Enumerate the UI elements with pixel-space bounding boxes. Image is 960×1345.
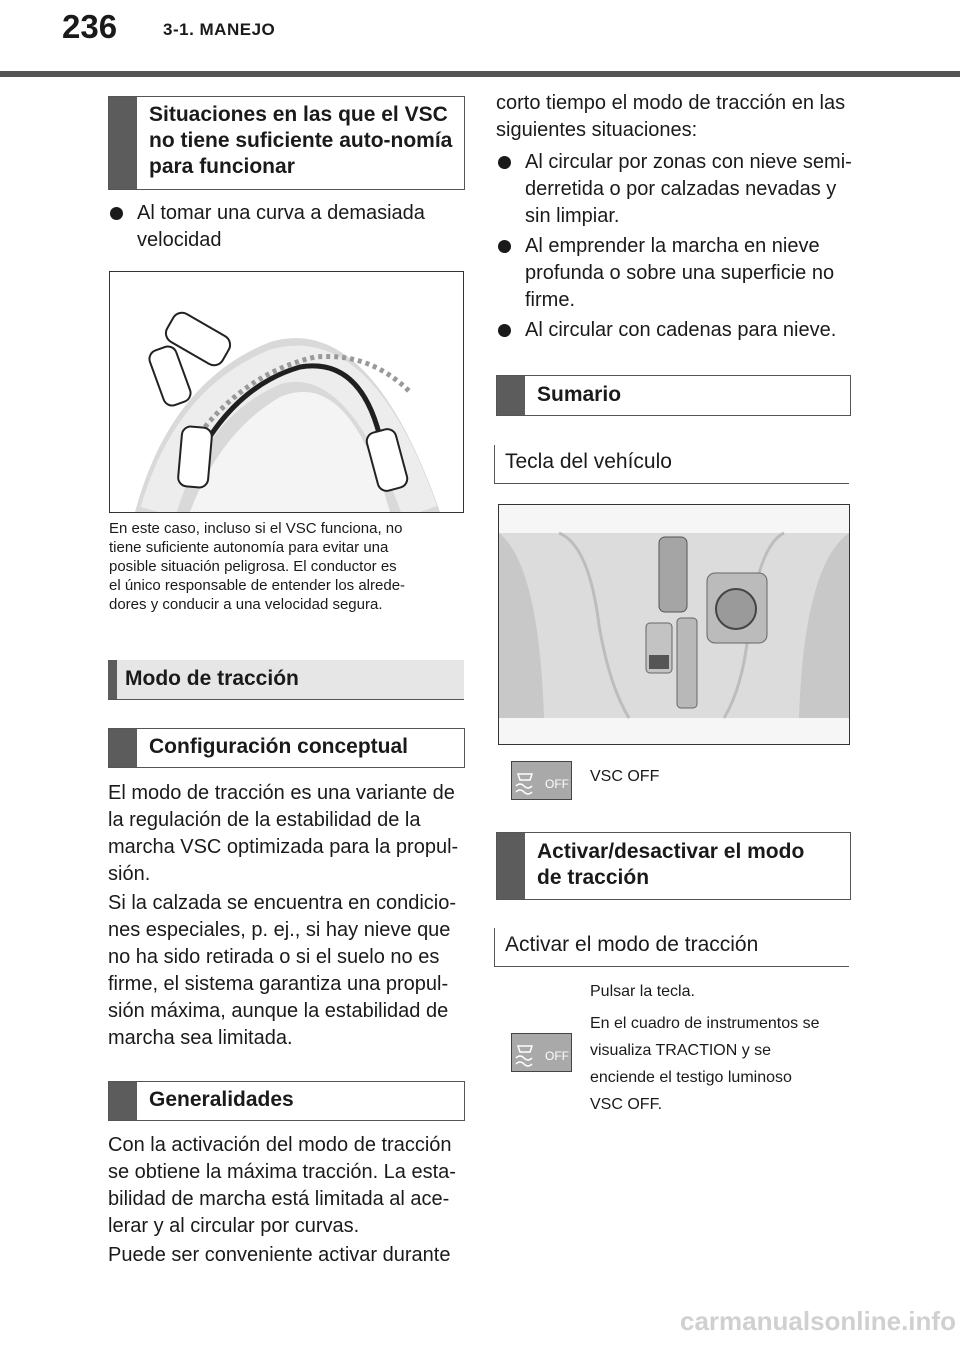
text-line: firme.	[525, 289, 575, 311]
text-line: Con la activación del modo de tracción	[108, 1134, 452, 1156]
text-line: Al circular con cadenas para nieve.	[525, 319, 837, 341]
traction-off-icon-text: OFF	[545, 1049, 569, 1063]
traction-off-icon	[511, 1033, 572, 1072]
paragraph-concept	[108, 780, 468, 888]
paragraph-continued	[496, 90, 856, 144]
bullet-curve	[110, 200, 460, 254]
caption-line: En este caso, incluso si el VSC funciona, no	[109, 520, 403, 537]
step-press-key: Pulsar la tecla.	[590, 983, 695, 1000]
caption-line: tiene suficiente autonomía para evitar una	[109, 539, 389, 556]
heading-summary: Sumario	[537, 383, 622, 406]
text-line: sión.	[108, 863, 151, 885]
text-line: lerar y al circular por curvas.	[108, 1215, 360, 1237]
heading-box-general	[108, 1081, 465, 1121]
text-line: En el cuadro de instrumentos se	[590, 1015, 820, 1032]
text-line: enciende el testigo luminoso	[590, 1069, 792, 1086]
text-line: sión máxima, aunque la estabilidad de	[108, 1000, 449, 1022]
heading-box-concept	[108, 728, 465, 768]
caption-line: posible situación peligrosa. El conductor es	[109, 558, 397, 575]
text-line: marcha VSC optimizada para la propul-	[108, 836, 459, 858]
heading-vsc-situations: Situaciones en las que el VSC no tiene suficiente auto-nomía para funcionar	[149, 103, 453, 178]
subheading-activate-traction: Activar el modo de tracción	[494, 928, 849, 967]
bullet-deep-snow	[498, 233, 858, 314]
watermark: carmanualsonline.info	[680, 1306, 956, 1336]
text-line: VSC OFF.	[590, 1096, 663, 1113]
text-line: la regulación de la estabilidad de la	[108, 809, 421, 831]
header-rule	[0, 71, 960, 77]
curve-illustration	[109, 271, 464, 513]
caption-line: el único responsable de entender los alrede-	[109, 577, 406, 594]
text-line: marcha sea limitada.	[108, 1027, 293, 1049]
section-traction-mode	[108, 660, 464, 700]
caption-line: dores y conducir a una velocidad segura.	[109, 596, 383, 613]
text-line: derretida o por calzadas nevadas y	[525, 178, 837, 200]
text-line: sin limpiar.	[525, 205, 620, 227]
heading-concept: Configuración conceptual	[149, 735, 409, 758]
text-line: Si la calzada se encuentra en condicio-	[108, 892, 456, 914]
console-photo	[498, 504, 850, 745]
text-line: bilidad de marcha está limitada al ace-	[108, 1188, 450, 1210]
text-line: firme, el sistema garantiza una propul-	[108, 973, 449, 995]
text-line: El modo de tracción es una variante de	[108, 782, 455, 804]
paragraph-conditions	[108, 890, 468, 1052]
vsc-off-icon	[511, 761, 572, 800]
section-title: Modo de tracción	[125, 667, 299, 690]
heading-toggle-traction	[525, 833, 814, 899]
subheading-vehicle-key: Tecla del vehículo	[494, 445, 849, 484]
curve-caption	[109, 519, 469, 614]
vsc-off-label: VSC OFF	[590, 768, 660, 785]
heading-box-toggle-traction	[496, 832, 851, 900]
text-line: profunda o sobre una superficie no	[525, 262, 835, 284]
heading-line: Activar/desactivar el modo	[537, 840, 805, 863]
text-line: Al circular por zonas con nieve semi-	[525, 151, 852, 173]
text-line: no ha sido retirada o si el suelo no es	[108, 946, 440, 968]
bullet-curve-line1: Al tomar una curva a demasiada	[137, 202, 425, 224]
heading-box-summary	[496, 375, 851, 416]
page-number: 236	[62, 8, 118, 45]
heading-line: de tracción	[537, 866, 650, 889]
bullet-curve-line2: velocidad	[137, 229, 222, 251]
chapter-title: 3-1. MANEJO	[163, 20, 276, 39]
text-line: siguientes situaciones:	[496, 119, 698, 141]
step-display-info	[590, 1010, 860, 1118]
text-line: visualiza TRACTION y se	[590, 1042, 772, 1059]
heading-general: Generalidades	[149, 1088, 294, 1111]
heading-box-vsc-situations	[108, 96, 465, 190]
text-line: Al emprender la marcha en nieve	[525, 235, 820, 257]
bullet-slush	[498, 149, 858, 230]
text-line: se obtiene la máxima tracción. La esta-	[108, 1161, 456, 1183]
paragraph-activation-cont: Puede ser conveniente activar durante	[108, 1244, 451, 1266]
bullet-chains	[498, 317, 858, 344]
paragraph-activation	[108, 1132, 468, 1240]
text-line: corto tiempo el modo de tracción en las	[496, 92, 846, 114]
vsc-off-icon-text: OFF	[545, 777, 569, 791]
text-line: nes especiales, p. ej., si hay nieve que	[108, 919, 451, 941]
